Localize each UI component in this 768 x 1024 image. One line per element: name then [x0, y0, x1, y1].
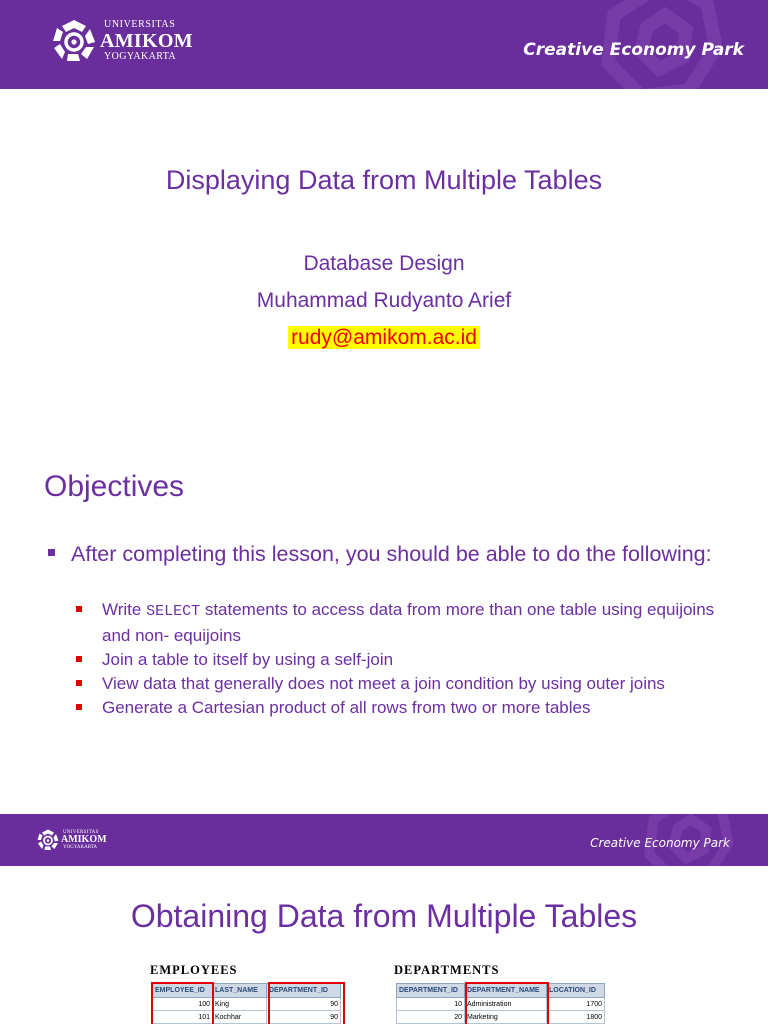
logo-line-1: UNIVERSITAS: [63, 830, 99, 835]
amikom-logo-icon: [50, 17, 98, 65]
red-bullet-icon: [76, 704, 82, 710]
email-line: [0, 326, 768, 350]
table-cell: Marketing: [465, 1011, 547, 1024]
column-header: LOCATION_ID: [547, 984, 605, 998]
university-logo: [36, 828, 107, 852]
intro-bullet: [48, 540, 738, 569]
highlight-box: [151, 982, 214, 1024]
list-item: [76, 696, 736, 720]
table-cell: Administration: [465, 998, 547, 1011]
table-cell: 1700: [547, 998, 605, 1011]
intro-text: After completing this lesson, you should be able to do the following:: [71, 542, 712, 566]
code-keyword: SELECT: [146, 603, 201, 620]
employees-caption: EMPLOYEES: [150, 963, 238, 977]
bullet-square-icon: [48, 549, 55, 556]
red-bullet-icon: [76, 680, 82, 686]
logo-line-1: UNIVERSITAS: [104, 19, 176, 30]
header-bar: [0, 814, 768, 866]
author-name: Muhammad Rudyanto Arief: [256, 289, 512, 312]
table-cell: 90: [267, 1011, 341, 1024]
slide-title: Obtaining Data from Multiple Tables: [130, 898, 638, 934]
tagline: Creative Economy Park: [590, 836, 730, 850]
highlight-box: [465, 982, 549, 1024]
item-text: Join a table to itself by using a self-join: [102, 650, 394, 669]
table-cell: 1800: [547, 1011, 605, 1024]
list-item: [76, 598, 736, 648]
university-logo: [50, 17, 193, 65]
objectives-heading: Objectives: [44, 470, 185, 503]
departments-caption: DEPARTMENTS: [394, 963, 500, 977]
logo-line-3: YOGYAKARTA: [104, 51, 177, 62]
red-bullet-icon: [76, 606, 82, 612]
tagline: Creative Economy Park: [523, 40, 744, 60]
author-email-link[interactable]: rudy@amikom.ac.id: [288, 326, 480, 349]
column-header: EMPLOYEE_ID: [153, 984, 213, 998]
column-header: DEPARTMENT_ID: [397, 984, 465, 998]
list-item: [76, 648, 736, 672]
logo-line-2: AMIKOM: [100, 30, 193, 52]
column-header: DEPARTMENT_ID: [267, 984, 341, 998]
table-cell: 90: [267, 998, 341, 1011]
item-text: View data that generally does not meet a join condition by using outer joins: [102, 674, 665, 693]
logo-line-2: AMIKOM: [61, 834, 107, 845]
table-cell: 10: [397, 998, 465, 1011]
list-item: [76, 672, 736, 696]
item-text: Write: [102, 600, 147, 619]
item-text: statements to access data from more than one table using equijoins and non- equijoins: [102, 600, 715, 645]
objective-list: [76, 598, 736, 720]
item-text: Generate a Cartesian product of all rows from two or more tables: [102, 698, 591, 717]
table-cell: 20: [397, 1011, 465, 1024]
table-cell: Kochhar: [213, 1011, 267, 1024]
header-bar: [0, 0, 768, 89]
table-cell: King: [213, 998, 267, 1011]
table-cell: 101: [153, 1011, 213, 1024]
table-cell: 100: [153, 998, 213, 1011]
course-name: Database Design: [303, 252, 465, 275]
slide-title: Displaying Data from Multiple Tables: [165, 165, 603, 195]
logo-line-3: YOGYAKARTA: [63, 845, 98, 850]
amikom-logo-icon: [36, 828, 60, 852]
highlight-box: [268, 982, 345, 1024]
column-header: DEPARTMENT_NAME: [465, 984, 547, 998]
red-bullet-icon: [76, 656, 82, 662]
column-header: LAST_NAME: [213, 984, 267, 998]
